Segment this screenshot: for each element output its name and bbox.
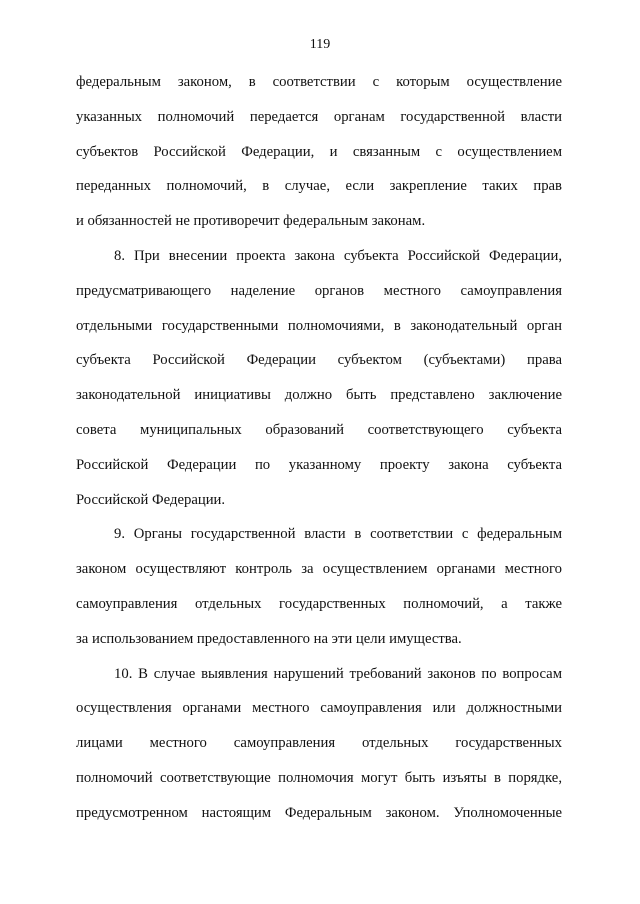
text-line: законодательной инициативы должно быть представлено заключение xyxy=(76,387,562,404)
text-line: совета муниципальных образований соответствующего субъекта xyxy=(76,421,562,438)
text-line: 10. В случае выявления нарушений требований законов по вопросам xyxy=(114,665,562,682)
text-line: самоуправления отдельных государственных полномочий, а также xyxy=(76,595,562,612)
page-number: 119 xyxy=(309,37,331,52)
text-line: субъекта Российской Федерации субъектом (субъектами) права xyxy=(76,352,562,369)
document-body xyxy=(76,65,562,831)
text-line: 8. При внесении проекта закона субъекта Российской Федерации, xyxy=(114,247,562,264)
text-line: предусматривающего наделение органов местного самоуправления xyxy=(76,282,562,299)
text-line: Российской Федерации. xyxy=(76,491,226,508)
text-line: отдельными государственными полномочиями, в законодательный орган xyxy=(76,317,562,334)
text-line: Российской Федерации по указанному проекту закона субъекта xyxy=(76,456,562,473)
text-line: лицами местного самоуправления отдельных государственных xyxy=(76,735,562,752)
text-line: законом осуществляют контроль за осуществлением органами местного xyxy=(76,561,562,578)
text-line: переданных полномочий, в случае, если закрепление таких прав xyxy=(76,178,562,195)
text-line: полномочий соответствующие полномочия могут быть изъяты в порядке, xyxy=(76,769,562,786)
text-line: указанных полномочий передается органам государственной власти xyxy=(76,108,562,125)
text-line: 9. Органы государственной власти в соответствии с федеральным xyxy=(114,526,562,543)
text-line: осуществления органами местного самоуправления или должностными xyxy=(76,700,562,717)
text-line: предусмотренном настоящим Федеральным законом. Уполномоченные xyxy=(76,804,562,821)
text-line: и обязанностей не противоречит федеральным законам. xyxy=(76,213,426,230)
text-line: за использованием предоставленного на эти цели имущества. xyxy=(76,630,462,647)
text-line: федеральным законом, в соответствии с которым осуществление xyxy=(76,74,562,90)
text-line: субъектов Российской Федерации, и связанным с осуществлением xyxy=(76,143,562,160)
